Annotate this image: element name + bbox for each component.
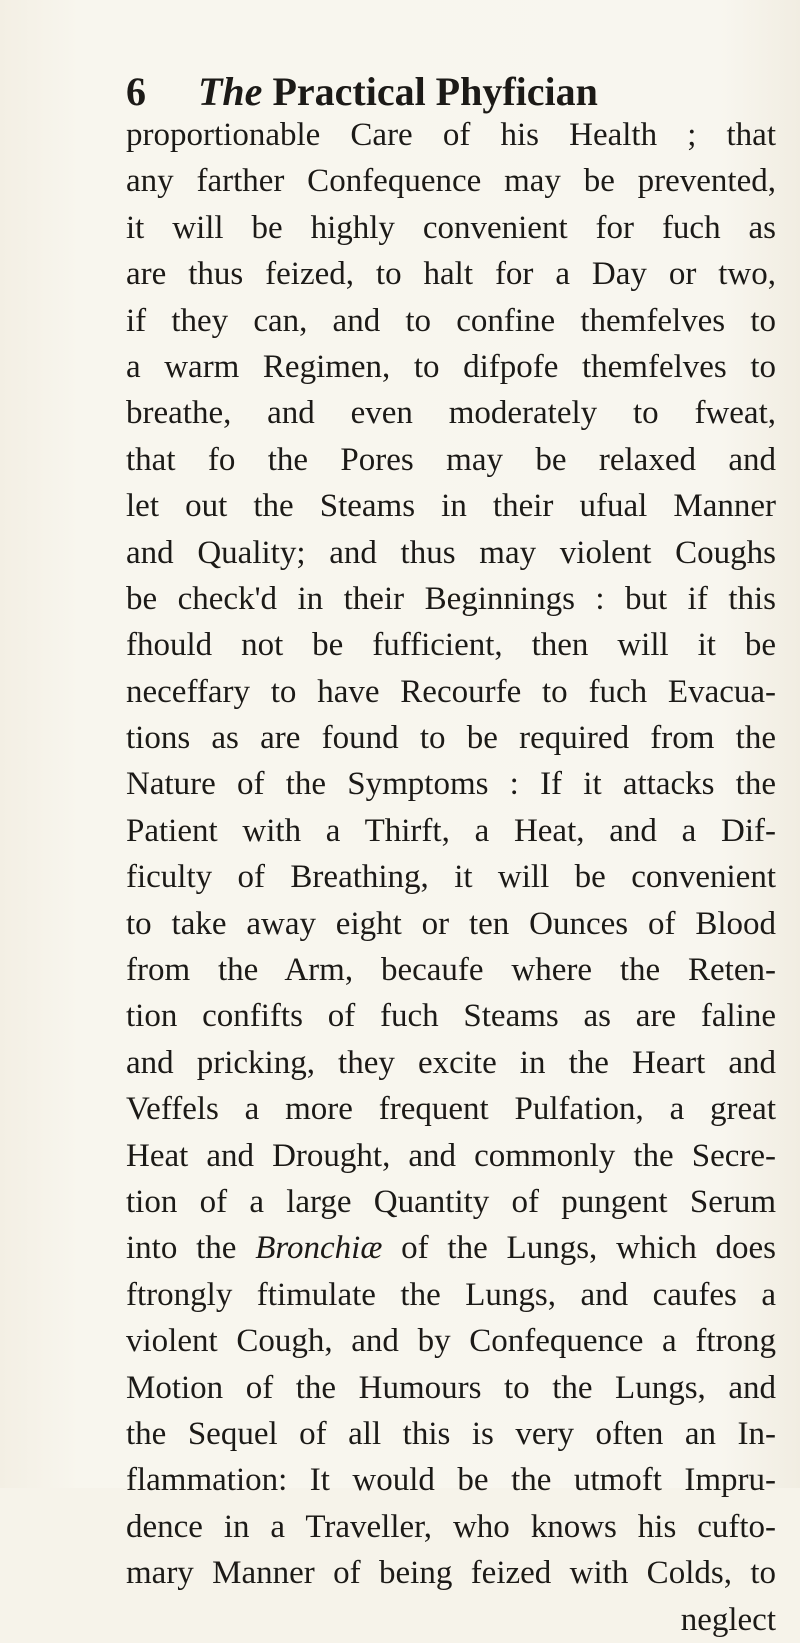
text-line: any farther Confequence may be prevented, [126,163,776,200]
text-line: and Quality; and thus may violent Coughs [126,534,776,571]
text-line: and pricking, they excite in the Heart and [126,1044,776,1081]
text-line: be check'd in their Beginnings : but if this [126,580,776,617]
text-line: breathe, and even moderately to fweat, [126,395,776,432]
text-line: it will be highly convenient for fuch as [126,209,776,246]
page-number: 6 [126,69,146,114]
text-line: proportionable Care of his Health ; that [126,117,776,153]
text-line: a warm Regimen, to difpofe themfelves to [126,348,776,385]
text-line: Patient with a Thirft, a Heat, and a Dif- [126,812,776,849]
text-fragment: into the [126,1230,237,1267]
text-line: tion confifts of fuch Steams as are faline [126,998,776,1035]
running-title-italic: The [198,69,263,114]
text-fragment: of the Lungs, which does [401,1230,777,1267]
text-line: mary Manner of being feized with Colds, to [126,1555,776,1592]
running-header [126,66,766,118]
text-line: violent Cough, and by Confequence a ftrong [126,1323,776,1360]
catchword: neglect [680,1601,776,1638]
text-line: from the Arm, becaufe where the Reten- [126,952,776,989]
text-line: let out the Steams in their ufual Manner [126,488,776,525]
text-line: Motion of the Humours to the Lungs, and [126,1369,776,1406]
text-line: tion of a large Quantity of pungent Serum [126,1183,776,1220]
text-line: are thus feized, to halt for a Day or two, [126,256,776,293]
running-title: Practical Phyfician [272,69,598,114]
text-line: neceffary to have Recourfe to fuch Evacua- [126,673,776,710]
text-line: if they can, and to confine themfelves to [126,302,776,339]
text-line: ftrongly ftimulate the Lungs, and caufes a [126,1276,776,1313]
text-line: to take away eight or ten Ounces of Blood [126,905,776,942]
text-line: that fo the Pores may be relaxed and [126,441,776,478]
text-line: tions as are found to be required from the [126,720,776,757]
text-line: the Sequel of all this is very often an In- [126,1415,776,1452]
text-line: dence in a Traveller, who knows his cufto- [126,1508,776,1545]
text-line: ficulty of Breathing, it will be convenient [126,859,776,896]
body-text [126,112,776,1643]
text-line: Veffels a more frequent Pulfation, a great [126,1091,776,1128]
text-line: Heat and Drought, and commonly the Secre- [126,1137,776,1174]
text-line: Nature of the Symptoms : If it attacks the [126,766,776,803]
text-line: flammation: It would be the utmoft Impru- [126,1462,776,1499]
text-line-bronchiae [126,1225,776,1271]
italic-term: Bronchiæ [255,1230,383,1267]
text-line: fhould not be fufficient, then will it be [126,627,776,664]
